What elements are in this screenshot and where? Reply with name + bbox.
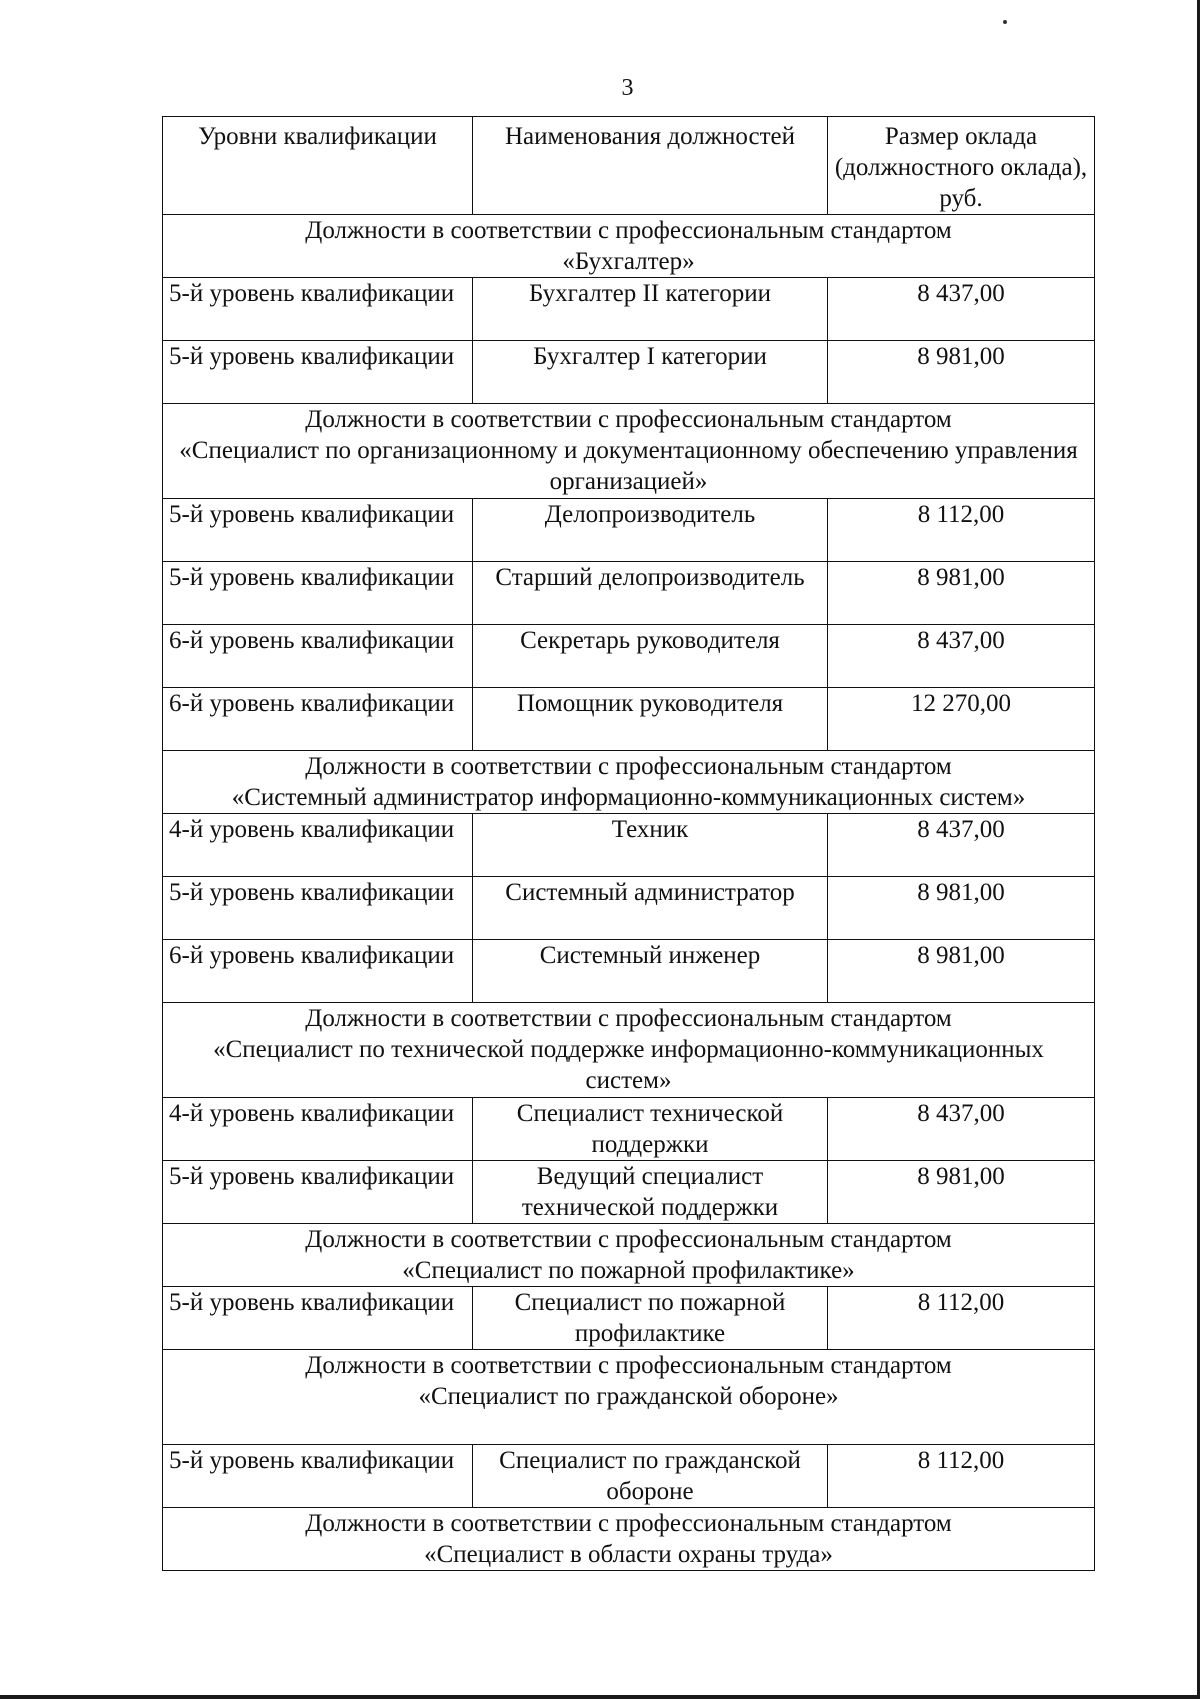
- salary-table: [162, 116, 1095, 1571]
- header-salary: Размер оклада (должностного оклада), руб.: [828, 117, 1095, 215]
- cell-position: Системный инженер: [473, 940, 828, 1003]
- section-header-row: [163, 1508, 1095, 1571]
- section-title-line2: «Специалист по пожарной профилактике»: [402, 1257, 855, 1284]
- table-row: [163, 688, 1095, 751]
- cell-position: Старший делопроизводитель: [473, 562, 828, 625]
- scan-edge-bottom: [0, 1695, 1200, 1699]
- cell-position: Делопроизводитель: [473, 499, 828, 562]
- cell-salary: 8 112,00: [828, 1445, 1095, 1508]
- table-row: [163, 499, 1095, 562]
- section-header-row: [163, 215, 1095, 278]
- cell-salary: 8 981,00: [828, 562, 1095, 625]
- cell-level: 5-й уровень квалификации: [163, 341, 473, 404]
- cell-position: Секретарь руководителя: [473, 625, 828, 688]
- section-title: [163, 215, 1095, 278]
- table-row: [163, 1161, 1095, 1224]
- table-row: [163, 625, 1095, 688]
- section-header-row: [163, 1224, 1095, 1287]
- section-title-line1: Должности в соответствии с профессиональным стандартом: [305, 1226, 952, 1253]
- table-row: [163, 341, 1095, 404]
- page-number: 3: [621, 75, 634, 101]
- cell-level: 5-й уровень квалификации: [163, 1445, 473, 1508]
- cell-salary: 8 437,00: [828, 625, 1095, 688]
- table-row: [163, 814, 1095, 877]
- table-header-row: [163, 117, 1095, 215]
- section-title-line2: «Специалист в области охраны труда»: [424, 1541, 833, 1568]
- cell-level: 5-й уровень квалификации: [163, 278, 473, 341]
- section-header-row: [163, 404, 1095, 499]
- section-title-line1: Должности в соответствии с профессиональным стандартом: [305, 753, 952, 780]
- cell-level: 5-й уровень квалификации: [163, 499, 473, 562]
- table-row: [163, 1098, 1095, 1161]
- section-header-row: [163, 1003, 1095, 1098]
- section-title: [163, 1003, 1095, 1098]
- section-title-line1: Должности в соответствии с профессиональным стандартом: [305, 217, 952, 244]
- cell-position: Системный администратор: [473, 877, 828, 940]
- table-row: [163, 278, 1095, 341]
- cell-salary: 8 437,00: [828, 1098, 1095, 1161]
- section-title: [163, 1224, 1095, 1287]
- section-title: [163, 751, 1095, 814]
- cell-position: Специалист по пожарной профилактике: [473, 1287, 828, 1350]
- cell-salary: 8 112,00: [828, 1287, 1095, 1350]
- section-header-row: [163, 751, 1095, 814]
- cell-position: Бухгалтер I категории: [473, 341, 828, 404]
- cell-level: 4-й уровень квалификации: [163, 814, 473, 877]
- section-title-line2: «Специалист по гражданской обороне»: [418, 1383, 839, 1410]
- cell-position: Техник: [473, 814, 828, 877]
- table-row: [163, 562, 1095, 625]
- section-title: [163, 404, 1095, 499]
- table-row: [163, 940, 1095, 1003]
- cell-level: 5-й уровень квалификации: [163, 1287, 473, 1350]
- table-row: [163, 877, 1095, 940]
- cell-position: Бухгалтер II категории: [473, 278, 828, 341]
- table-row: [163, 1287, 1095, 1350]
- cell-salary: 8 981,00: [828, 1161, 1095, 1224]
- section-title: [163, 1508, 1095, 1571]
- cell-salary: 12 270,00: [828, 688, 1095, 751]
- cell-salary: 8 981,00: [828, 877, 1095, 940]
- section-title-line1: Должности в соответствии с профессиональным стандартом: [305, 1005, 952, 1032]
- cell-position: Специалист по гражданской обороне: [473, 1445, 828, 1508]
- section-title-line1: Должности в соответствии с профессиональным стандартом: [305, 1510, 952, 1537]
- cell-level: 6-й уровень квалификации: [163, 625, 473, 688]
- section-title-line2: «Специалист по технической поддержке информационно-коммуникационных систем»: [213, 1036, 1044, 1094]
- cell-level: 4-й уровень квалификации: [163, 1098, 473, 1161]
- header-level: Уровни квалификации: [163, 117, 473, 215]
- section-title-line1: Должности в соответствии с профессиональным стандартом: [305, 1352, 952, 1379]
- cell-position: Помощник руководителя: [473, 688, 828, 751]
- section-title-line1: Должности в соответствии с профессиональным стандартом: [305, 406, 952, 433]
- cell-salary: 8 981,00: [828, 341, 1095, 404]
- cell-level: 6-й уровень квалификации: [163, 688, 473, 751]
- cell-salary: 8 981,00: [828, 940, 1095, 1003]
- section-title-line2: «Системный администратор информационно-коммуникационных систем»: [231, 784, 1026, 811]
- cell-position: Специалист технической поддержки: [473, 1098, 828, 1161]
- cell-salary: 8 437,00: [828, 814, 1095, 877]
- scan-speck: [1003, 20, 1007, 24]
- cell-level: 6-й уровень квалификации: [163, 940, 473, 1003]
- section-header-row: [163, 1350, 1095, 1445]
- cell-salary: 8 112,00: [828, 499, 1095, 562]
- table-row: [163, 1445, 1095, 1508]
- cell-level: 5-й уровень квалификации: [163, 877, 473, 940]
- cell-salary: 8 437,00: [828, 278, 1095, 341]
- section-title-line2: «Бухгалтер»: [562, 248, 695, 275]
- cell-level: 5-й уровень квалификации: [163, 562, 473, 625]
- cell-position: Ведущий специалист технической поддержки: [473, 1161, 828, 1224]
- header-position: Наименования должностей: [473, 117, 828, 215]
- cell-level: 5-й уровень квалификации: [163, 1161, 473, 1224]
- section-title: [163, 1350, 1095, 1445]
- section-title-line2: «Специалист по организационному и документационному обеспечению управления организацией»: [179, 437, 1078, 495]
